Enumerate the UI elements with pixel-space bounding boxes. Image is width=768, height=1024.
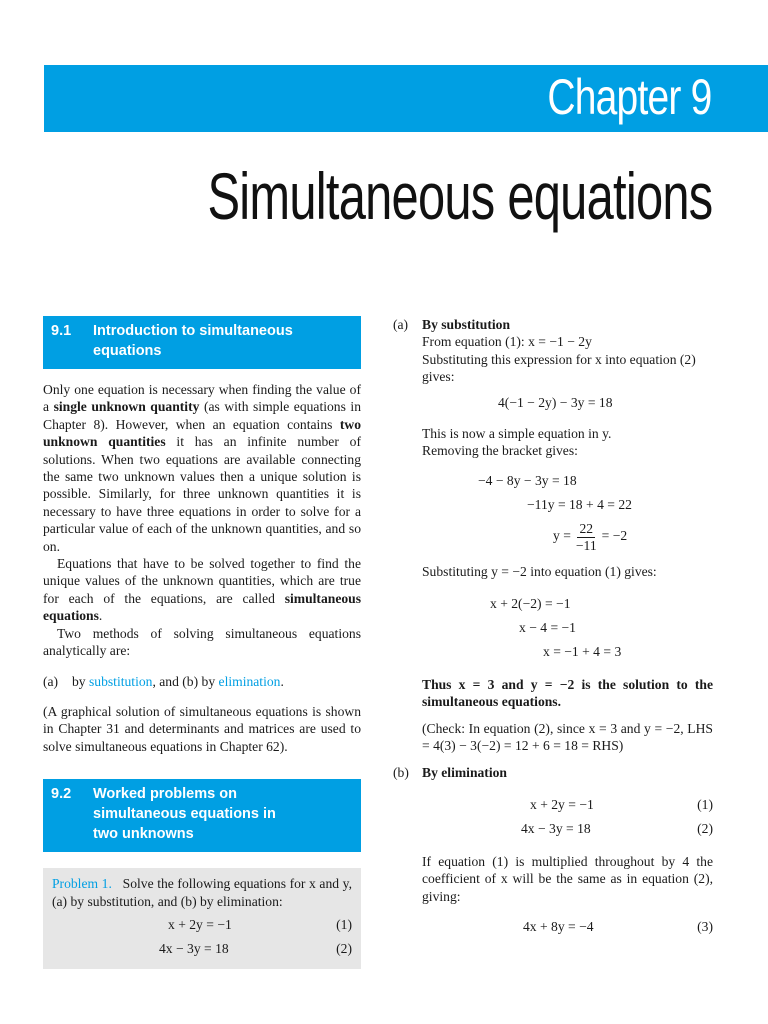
- item-label: (a): [43, 673, 59, 689]
- methods-intro: Two methods of solving simultaneous equations analytically are:: [43, 625, 361, 659]
- text-line: If equation (1) is multiplied throughout by 4 the coefficient of x will be the same as in equation (2), giving:: [422, 853, 713, 904]
- section-heading-9-2: [43, 779, 361, 852]
- right-column: [393, 316, 713, 939]
- part-heading: By substitution: [422, 317, 511, 332]
- intro-paragraph: [43, 381, 361, 555]
- conclusion: [422, 676, 713, 711]
- equation: x − 4 = −1: [519, 619, 576, 635]
- chapter-title: Simultaneous equations: [206, 159, 712, 233]
- equation-tag: (3): [697, 919, 713, 935]
- text-span: , and (b) by: [152, 673, 219, 689]
- bold-term: simultaneous equations: [43, 590, 361, 624]
- text-span: it has an infinite number of solutions. When two equations are available connecting the same two unknown values then a unique solution is possible. Similarly, for three unknown quantities it is necessary to have three equations in order to solve for a particular value of each of the unknown quantities, and so on.: [43, 434, 361, 554]
- equation-rhs: = −2: [601, 528, 628, 544]
- part-a-content: [422, 316, 713, 754]
- equation-lhs: y =: [553, 528, 571, 544]
- equation-tag: (2): [336, 940, 352, 956]
- equation: −11y = 18 + 4 = 22: [527, 497, 632, 513]
- equation-row: [422, 517, 713, 555]
- equation-row: [52, 913, 352, 937]
- bold-term: two unknown quantities: [43, 416, 361, 450]
- equation: −4 − 8y − 3y = 18: [478, 473, 577, 489]
- equation: 4x − 3y = 18: [159, 940, 229, 956]
- equation-row: [422, 493, 713, 517]
- equation: 4x − 3y = 18: [521, 820, 591, 836]
- part-heading: By elimination: [422, 765, 507, 781]
- equation-row: [422, 817, 713, 841]
- problem-statement: [52, 875, 352, 910]
- problem-box: [43, 868, 361, 969]
- text-line: Substituting y = −2 into equation (1) gives:: [422, 564, 657, 580]
- section-number: 9.2: [51, 786, 72, 803]
- conclusion-text: Thus x = 3 and y = −2 is the solution to the simultaneous equations.: [422, 676, 713, 710]
- text-line: From equation (1): x = −1 − 2y: [422, 334, 592, 350]
- equation-row: [422, 640, 713, 664]
- section-title: Introduction to simultaneous equations: [93, 323, 293, 359]
- numerator: 22: [579, 520, 594, 536]
- equation-row: [422, 915, 713, 939]
- check-note: (Check: In equation (2), since x = 3 and y = −2, LHS = 4(3) − 3(−2) = 12 + 6 = 18 = RHS): [422, 720, 713, 754]
- equation: x + 2y = −1: [168, 916, 232, 932]
- part-b: [393, 764, 713, 939]
- item-label: (a): [393, 317, 409, 332]
- methods-list-item: [43, 673, 361, 690]
- fraction: [574, 521, 599, 554]
- item-label: (b): [393, 765, 409, 781]
- section-title: Worked problems on simultaneous equations in two unknowns: [93, 786, 276, 843]
- equation-row: [422, 469, 713, 493]
- denominator: −11: [575, 537, 597, 553]
- substitution-link[interactable]: substitution: [89, 673, 153, 689]
- equation: x = −1 + 4 = 3: [543, 643, 622, 659]
- equation: 4x + 8y = −4: [523, 919, 594, 935]
- graphical-note: (A graphical solution of simultaneous equations is shown in Chapter 31 and determinants and matrices are used to solve simultaneous equations in Chapter 62).: [43, 703, 361, 754]
- chapter-banner: [44, 65, 768, 132]
- text-line: Substituting this expression for x into equation (2) gives:: [422, 351, 696, 385]
- text-span: by: [72, 673, 89, 689]
- section-number: 9.1: [51, 323, 72, 339]
- item-text: [72, 673, 284, 690]
- problem-text: Solve the following equations for x and y, (a) by substitution, and (b) by elimination:: [52, 876, 352, 909]
- equation-row: [52, 937, 352, 961]
- text-span: Only one equation is necessary when finding the value of a: [43, 382, 361, 415]
- section-heading-9-1: [43, 316, 361, 369]
- definition-paragraph: [43, 555, 361, 625]
- equation-row: [422, 793, 713, 817]
- equation-row: [422, 616, 713, 640]
- fraction-equation: [553, 517, 627, 555]
- elimination-link[interactable]: elimination: [218, 673, 281, 689]
- equation-tag: (1): [336, 916, 352, 932]
- text-span: (as with simple equations in Chapter 8). However, when an equation contains: [43, 399, 362, 432]
- equation-row: [422, 391, 713, 415]
- equation-row: [422, 592, 713, 616]
- equation-tag: (2): [697, 820, 713, 836]
- equation: x + 2(−2) = −1: [490, 595, 571, 611]
- bold-term: single unknown quantity: [53, 399, 200, 415]
- text-span: .: [98, 608, 103, 624]
- text-span: .: [280, 673, 284, 689]
- part-a: [393, 316, 713, 754]
- text-span: Equations that have to be solved together to find the unique values of the unknown quantities, which are true for each of the equations, are called: [43, 556, 361, 606]
- text-line: This is now a simple equation in y.: [422, 425, 612, 441]
- equation-tag: (1): [697, 796, 713, 812]
- problem-label: Problem 1.: [52, 876, 112, 892]
- part-b-content: [422, 764, 713, 939]
- text-line: Removing the bracket gives:: [422, 443, 578, 459]
- left-column: [43, 316, 361, 969]
- equation: 4(−1 − 2y) − 3y = 18: [498, 394, 613, 410]
- chapter-label: Chapter 9: [547, 69, 712, 125]
- equation: x + 2y = −1: [530, 796, 594, 812]
